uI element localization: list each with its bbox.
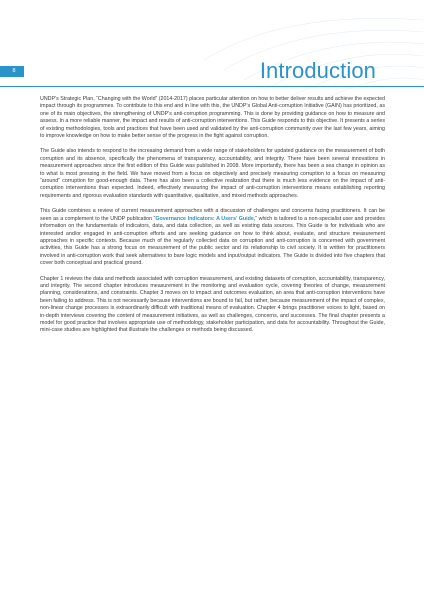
page-number: 8 bbox=[12, 68, 16, 74]
paragraph-guide-purpose: The Guide also intends to respond to the increasing demand from a wide range of stakeholders for updated guidance on the measurement of both corruption and its absence, specifically the phenomena of transparency, accountability, and integrity. There have been several innovations in measurement approaches since the first edition of this Guide was published in 2008. More importantly, there has been a sea change in opinion as to what is most pressing in the field. We have moved from a focus on objectively and precisely measuring corruption to a focus on measuring “around” corruption for good-enough data. There has also been a collective realization that there is much less evidence on the impact of anti-corruption interventions than expected. Indeed, effectively measuring the impact of anti-corruption interventions means establishing reporting requirements and rigorous evaluation standards with quantitative, qualitative, and mixed methods approaches. bbox=[40, 148, 385, 199]
paragraph-chapter-summary: Chapter 1 reviews the data and methods associated with corruption measurement, and existing datasets of corruption, accountability, transparency, and integrity. The second chapter introduces measurement in the monitoring and evaluation cycle, covering theories of change, measurement planning, considerations, and constraints. Chapter 3 moves on to impact and outcomes evaluation, an area that anti-corruption interventions have been failing to address. This is not necessarily because interventions are bound to fail, but rather, because measurement of the impact of complex, non-linear change processes is extraordinarily difficult with traditional means of evaluation. Chapter 4 brings practitioner voices to light, based on in-depth interviews covering the content of measurement initiatives, as well as challenges, concerns, and successes. The final chapter presents a model for good practice that involves appropriate use of methodology, stakeholder participation, and data for accountability. Throughout the Guide, mini-case studies are highlighted that illustrate the challenges or methods being discussed. bbox=[40, 275, 385, 334]
paragraph-guide-overview bbox=[40, 208, 385, 267]
page-title: Introduction bbox=[259, 58, 376, 83]
title-rule bbox=[0, 86, 424, 87]
paragraph-strategic-plan: UNDP’s Strategic Plan, “Changing with the World” (2014-2017) places particular attention on how to better deliver results and achieve the expected impact through its programmes. To contribute to this end and in line with this, the UNDP’s Global Anti-corruption Initiative (GAIN) has prioritized, as one of its main objectives, the strengthening of UNDP’s anti-corruption programming. This is done by providing guidance on how to measure and assess. In a more reliable manner, the impact and results of anti-corruption interventions. This Guide responds to this objective. It presents a series of existing methodologies, tools and practices that have been used and validated by the anti-corruption community over the last few years, aiming to improve knowledge on how to make better sense of the progress in the fight against corruption. bbox=[40, 96, 385, 140]
governance-indicators-link[interactable]: Governance Indicators: A Users’ Guide, bbox=[155, 215, 256, 222]
paragraph-text-after-link: ” which is tailored to a non-specialist user and provides information on the fundamentals of indicators, data, and data collection, as well as existing data sources. This Guide is for individuals who are interested and/or engaged in anti-corruption efforts and are seeking guidance on how to think about, evaluate, and structure measurement approaches in specific contexts. Because much of the regularly collected data on corruption and anti-corruption is concerned with government activities, this Guide has a strong focus on measurement of the public sector and its relationship to civil society. It is written for practitioners involved in anti-corruption work that seek alternatives to bare logic models and input/output indicators. The Guide is divided into five chapters that cover both conceptual and practical ground. bbox=[40, 215, 385, 267]
paragraph-text-before-link: This Guide combines a review of current measurement approaches with a discussion of challenges and concerns facing practitioners. It can be seen as a complement to the UNDP publication “ bbox=[40, 208, 385, 222]
body-text bbox=[40, 96, 385, 343]
